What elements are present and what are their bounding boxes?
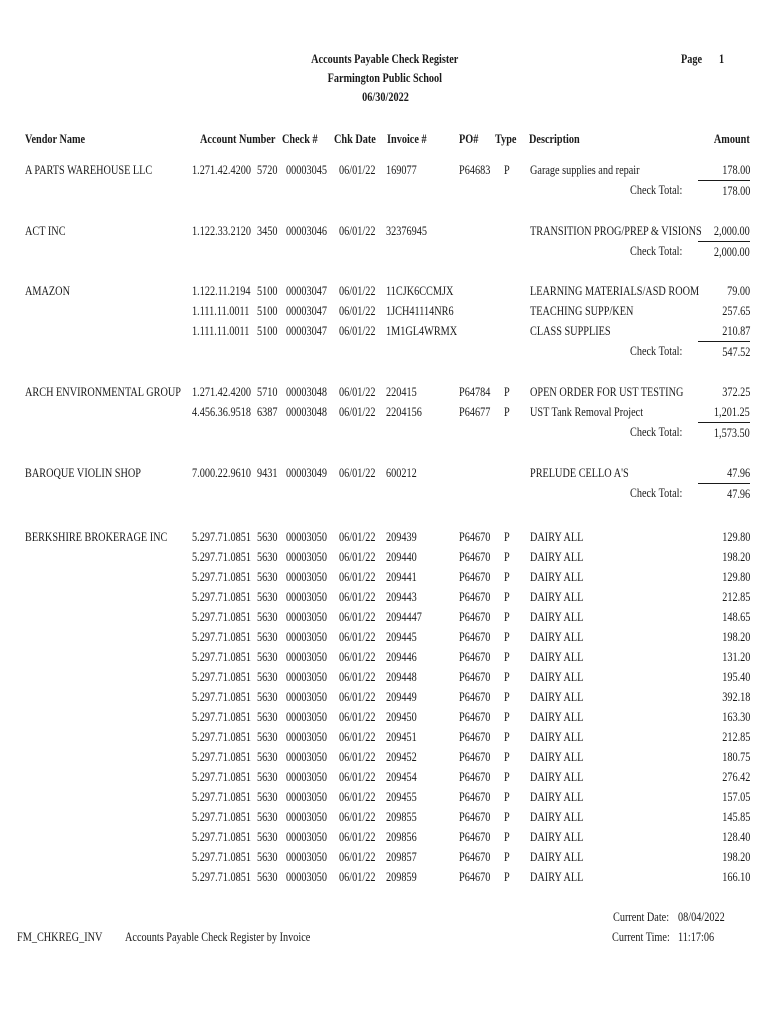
col-header-amount: Amount [714,132,750,146]
account-number: 7.000.22.9610 [192,466,251,480]
check-date: 06/01/22 [339,670,376,684]
check-number: 00003050 [286,630,327,644]
account-number: 5.297.71.0851 [192,730,251,744]
type-code: P [504,770,510,784]
col-header-chk-date: Chk Date [334,132,376,146]
line-amount: 392.18 [721,690,750,704]
vendor-name: ARCH ENVIRONMENTAL GROUP [25,385,181,399]
check-date: 06/01/22 [339,810,376,824]
vendor-name: BERKSHIRE BROKERAGE INC [25,530,168,544]
line-amount: 180.75 [721,750,750,764]
footer-report-code: FM_CHKREG_INV [17,930,103,944]
check-date: 06/01/22 [339,630,376,644]
check-total-label: Check Total: [630,344,683,358]
invoice-number: 1JCH41114NR6 [386,304,454,318]
invoice-number: 1M1GL4WRMX [386,324,458,338]
check-total-label: Check Total: [630,244,683,258]
vendor-name: BAROQUE VIOLIN SHOP [25,466,141,480]
account-number: 5.297.71.0851 [192,610,251,624]
account-number: 5.297.71.0851 [192,570,251,584]
check-number: 00003050 [286,670,327,684]
account-number: 5.297.71.0851 [192,870,251,884]
check-date: 06/01/22 [339,284,376,298]
line-amount: 212.85 [721,590,750,604]
description: DAIRY ALL [530,530,584,544]
description: DAIRY ALL [530,790,584,804]
description: DAIRY ALL [530,590,584,604]
check-number: 00003047 [286,304,327,318]
account-number: 4.456.36.9518 [192,405,251,419]
description: DAIRY ALL [530,610,584,624]
description: Garage supplies and repair [530,163,640,177]
description: DAIRY ALL [530,670,584,684]
check-date: 06/01/22 [339,466,376,480]
check-date: 06/01/22 [339,570,376,584]
object-code: 5630 [257,730,278,744]
check-number: 00003050 [286,650,327,664]
account-number: 5.297.71.0851 [192,710,251,724]
description: DAIRY ALL [530,810,584,824]
object-code: 5630 [257,850,278,864]
invoice-number: 32376945 [386,224,427,238]
account-number: 5.297.71.0851 [192,770,251,784]
type-code: P [504,830,510,844]
line-amount: 79.00 [726,284,750,298]
line-amount: 257.65 [721,304,750,318]
po-number: P64670 [459,690,491,704]
line-amount: 198.20 [721,850,750,864]
description: UST Tank Removal Project [530,405,644,419]
invoice-number: 209452 [386,750,417,764]
invoice-number: 209857 [386,850,417,864]
object-code: 5630 [257,570,278,584]
type-code: P [504,405,510,419]
line-amount: 166.10 [721,870,750,884]
check-date: 06/01/22 [339,870,376,884]
account-number: 5.297.71.0851 [192,690,251,704]
check-number: 00003046 [286,224,327,238]
po-number: P64670 [459,830,491,844]
type-code: P [504,163,510,177]
line-amount: 210.87 [721,324,750,338]
object-code: 3450 [257,224,278,238]
description: OPEN ORDER FOR UST TESTING [530,385,684,399]
check-number: 00003050 [286,810,327,824]
col-header-invoice: Invoice # [387,132,427,146]
check-date: 06/01/22 [339,530,376,544]
report-date: 06/30/2022 [361,90,409,104]
invoice-number: 209450 [386,710,417,724]
line-amount: 131.20 [721,650,750,664]
check-number: 00003050 [286,590,327,604]
check-number: 00003050 [286,530,327,544]
col-header-vendor: Vendor Name [25,132,86,146]
check-total-amount: 47.96 [698,483,750,504]
po-number: P64670 [459,750,491,764]
account-number: 5.297.71.0851 [192,550,251,564]
object-code: 5630 [257,630,278,644]
check-date: 06/01/22 [339,610,376,624]
check-date: 06/01/22 [339,385,376,399]
line-amount: 198.20 [721,550,750,564]
line-amount: 145.85 [721,810,750,824]
po-number: P64670 [459,850,491,864]
description: DAIRY ALL [530,730,584,744]
check-number: 00003050 [286,570,327,584]
check-date: 06/01/22 [339,324,376,338]
line-amount: 178.00 [721,163,750,177]
description: DAIRY ALL [530,870,584,884]
type-code: P [504,385,510,399]
line-amount: 195.40 [721,670,750,684]
invoice-number: 169077 [386,163,417,177]
check-number: 00003050 [286,610,327,624]
account-number: 5.297.71.0851 [192,670,251,684]
check-number: 00003050 [286,830,327,844]
description: DAIRY ALL [530,630,584,644]
po-number: P64784 [459,385,491,399]
line-amount: 157.05 [721,790,750,804]
type-code: P [504,850,510,864]
description: DAIRY ALL [530,770,584,784]
account-number: 5.297.71.0851 [192,810,251,824]
type-code: P [504,810,510,824]
account-number: 1.122.33.2120 [192,224,251,238]
check-number: 00003050 [286,730,327,744]
description: PRELUDE CELLO A'S [530,466,629,480]
account-number: 1.111.11.0011 [192,324,250,338]
object-code: 5630 [257,650,278,664]
invoice-number: 209859 [386,870,417,884]
check-date: 06/01/22 [339,790,376,804]
account-number: 5.297.71.0851 [192,590,251,604]
description: TRANSITION PROG/PREP & VISIONS [530,224,702,238]
type-code: P [504,870,510,884]
line-amount: 276.42 [721,770,750,784]
check-date: 06/01/22 [339,750,376,764]
object-code: 6387 [257,405,278,419]
check-number: 00003047 [286,324,327,338]
type-code: P [504,550,510,564]
check-date: 06/01/22 [339,710,376,724]
po-number: P64670 [459,570,491,584]
po-number: P64670 [459,550,491,564]
object-code: 5630 [257,750,278,764]
check-total-amount: 2,000.00 [698,241,750,262]
type-code: P [504,610,510,624]
po-number: P64670 [459,810,491,824]
invoice-number: 209454 [386,770,417,784]
account-number: 1.122.11.2194 [192,284,251,298]
check-number: 00003050 [286,550,327,564]
type-code: P [504,790,510,804]
check-date: 06/01/22 [339,405,376,419]
object-code: 5100 [257,304,278,318]
invoice-number: 209440 [386,550,417,564]
description: CLASS SUPPLIES [530,324,611,338]
description: DAIRY ALL [530,830,584,844]
object-code: 5630 [257,810,278,824]
invoice-number: 209856 [386,830,417,844]
footer-current-date: 08/04/2022 [678,910,725,924]
page-number: 1 [719,52,725,66]
object-code: 5720 [257,163,278,177]
po-number: P64670 [459,710,491,724]
check-number: 00003048 [286,385,327,399]
invoice-number: 209439 [386,530,417,544]
description: DAIRY ALL [530,650,584,664]
check-number: 00003050 [286,870,327,884]
account-number: 1.271.42.4200 [192,385,251,399]
invoice-number: 209455 [386,790,417,804]
check-date: 06/01/22 [339,550,376,564]
line-amount: 129.80 [721,570,750,584]
object-code: 5630 [257,870,278,884]
invoice-number: 209448 [386,670,417,684]
page-label: Page [681,52,703,66]
check-date: 06/01/22 [339,163,376,177]
description: DAIRY ALL [530,850,584,864]
account-number: 5.297.71.0851 [192,650,251,664]
po-number: P64670 [459,630,491,644]
check-total-amount: 1,573.50 [698,422,750,443]
type-code: P [504,570,510,584]
check-date: 06/01/22 [339,850,376,864]
check-date: 06/01/22 [339,730,376,744]
invoice-number: 600212 [386,466,417,480]
object-code: 5630 [257,770,278,784]
object-code: 9431 [257,466,278,480]
invoice-number: 209855 [386,810,417,824]
check-number: 00003045 [286,163,327,177]
object-code: 5630 [257,590,278,604]
line-amount: 128.40 [721,830,750,844]
po-number: P64677 [459,405,491,419]
line-amount: 2,000.00 [714,224,750,238]
object-code: 5100 [257,284,278,298]
line-amount: 372.25 [721,385,750,399]
po-number: P64670 [459,650,491,664]
type-code: P [504,690,510,704]
check-number: 00003049 [286,466,327,480]
account-number: 1.111.11.0011 [192,304,250,318]
check-number: 00003047 [286,284,327,298]
check-number: 00003050 [286,750,327,764]
col-header-description: Description [529,132,580,146]
account-number: 5.297.71.0851 [192,850,251,864]
line-amount: 198.20 [721,630,750,644]
invoice-number: 209449 [386,690,417,704]
account-number: 5.297.71.0851 [192,750,251,764]
object-code: 5630 [257,710,278,724]
check-date: 06/01/22 [339,650,376,664]
footer-current-time-label: Current Time: [612,930,670,944]
type-code: P [504,730,510,744]
description: LEARNING MATERIALS/ASD ROOM [530,284,700,298]
check-total-label: Check Total: [630,486,683,500]
object-code: 5100 [257,324,278,338]
line-amount: 148.65 [721,610,750,624]
invoice-number: 209445 [386,630,417,644]
description: DAIRY ALL [530,690,584,704]
type-code: P [504,590,510,604]
col-header-account: Account Number [200,132,276,146]
object-code: 5630 [257,830,278,844]
description: DAIRY ALL [530,570,584,584]
check-date: 06/01/22 [339,690,376,704]
po-number: P64670 [459,870,491,884]
po-number: P64670 [459,770,491,784]
check-number: 00003048 [286,405,327,419]
line-amount: 163.30 [721,710,750,724]
invoice-number: 209443 [386,590,417,604]
account-number: 5.297.71.0851 [192,830,251,844]
object-code: 5630 [257,690,278,704]
check-number: 00003050 [286,690,327,704]
check-date: 06/01/22 [339,770,376,784]
po-number: P64670 [459,670,491,684]
object-code: 5630 [257,550,278,564]
description: TEACHING SUPP/KEN [530,304,634,318]
invoice-number: 2204156 [386,405,422,419]
invoice-number: 209451 [386,730,417,744]
check-date: 06/01/22 [339,590,376,604]
type-code: P [504,750,510,764]
check-number: 00003050 [286,710,327,724]
type-code: P [504,710,510,724]
invoice-number: 209441 [386,570,417,584]
description: DAIRY ALL [530,550,584,564]
object-code: 5630 [257,610,278,624]
col-header-po: PO# [459,132,479,146]
check-total-amount: 547.52 [698,341,750,362]
invoice-number: 2094447 [386,610,422,624]
page-indicator [681,50,707,69]
po-number: P64670 [459,730,491,744]
account-number: 5.297.71.0851 [192,630,251,644]
report-title: Accounts Payable Check Register [311,52,459,66]
footer-current-date-label: Current Date: [613,910,670,924]
account-number: 1.271.42.4200 [192,163,251,177]
type-code: P [504,670,510,684]
type-code: P [504,630,510,644]
type-code: P [504,650,510,664]
line-amount: 47.96 [726,466,750,480]
check-date: 06/01/22 [339,304,376,318]
invoice-number: 209446 [386,650,417,664]
po-number: P64670 [459,610,491,624]
object-code: 5710 [257,385,278,399]
po-number: P64683 [459,163,491,177]
account-number: 5.297.71.0851 [192,530,251,544]
line-amount: 212.85 [721,730,750,744]
po-number: P64670 [459,790,491,804]
col-header-type: Type [495,132,517,146]
invoice-number: 220415 [386,385,417,399]
po-number: P64670 [459,590,491,604]
check-date: 06/01/22 [339,830,376,844]
footer-current-time: 11:17:06 [678,930,715,944]
account-number: 5.297.71.0851 [192,790,251,804]
invoice-number: 11CJK6CCMJX [386,284,454,298]
check-number: 00003050 [286,850,327,864]
check-number: 00003050 [286,770,327,784]
check-total-amount: 178.00 [698,180,750,201]
footer-report-name: Accounts Payable Check Register by Invoice [125,930,311,944]
object-code: 5630 [257,790,278,804]
type-code: P [504,530,510,544]
description: DAIRY ALL [530,750,584,764]
organization-name: Farmington Public School [327,71,443,85]
check-date: 06/01/22 [339,224,376,238]
check-number: 00003050 [286,790,327,804]
check-total-label: Check Total: [630,425,683,439]
col-header-check: Check # [282,132,318,146]
check-total-label: Check Total: [630,183,683,197]
description: DAIRY ALL [530,710,584,724]
po-number: P64670 [459,530,491,544]
vendor-name: ACT INC [25,224,66,238]
line-amount: 129.80 [721,530,750,544]
vendor-name: A PARTS WAREHOUSE LLC [25,163,153,177]
vendor-name: AMAZON [25,284,70,298]
object-code: 5630 [257,530,278,544]
line-amount: 1,201.25 [714,405,750,419]
object-code: 5630 [257,670,278,684]
